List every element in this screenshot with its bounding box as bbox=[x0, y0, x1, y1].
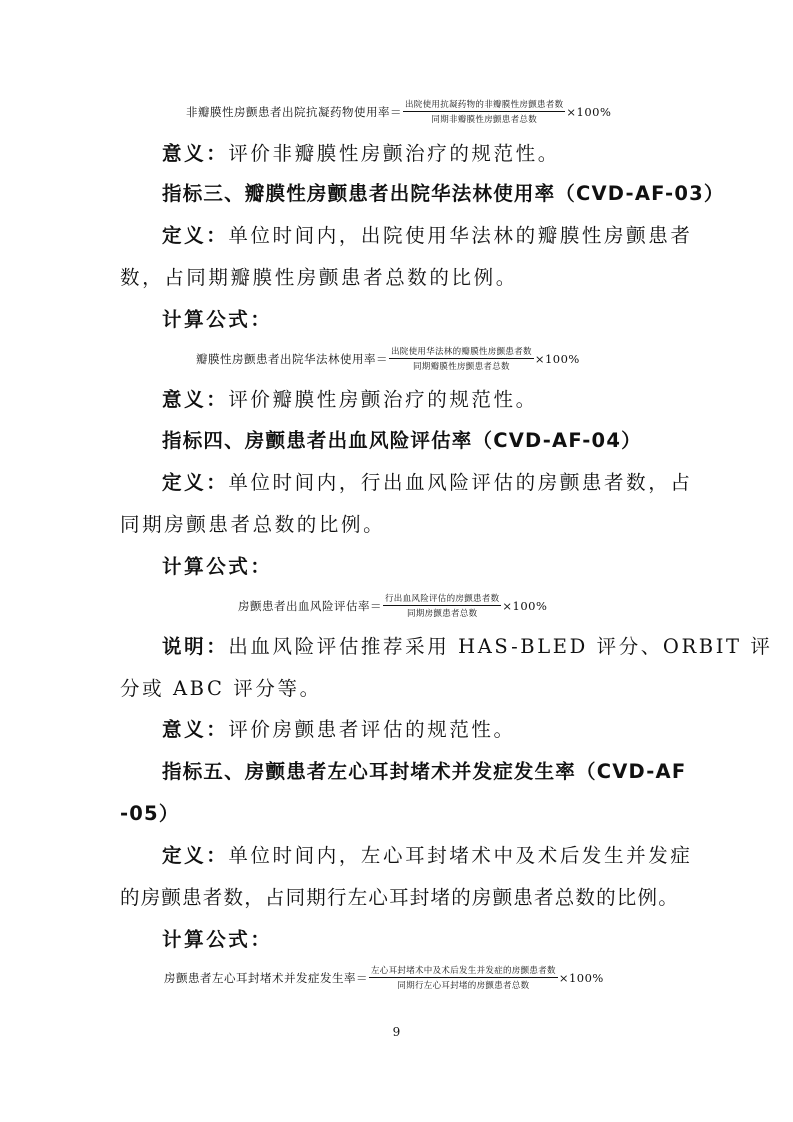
indicator-5-title-line2: -05） bbox=[120, 802, 180, 825]
significance-1 bbox=[162, 138, 560, 166]
formula-numerator: 出院使用华法林的瓣膜性房颤患者数 bbox=[391, 347, 532, 357]
formula-numerator: 出院使用抗凝药物的非瓣膜性房颤患者数 bbox=[405, 100, 564, 110]
formula-numerator: 左心耳封堵术中及术后发生并发症的房颤患者数 bbox=[371, 966, 556, 976]
indicator-5-formula-label: 计算公式： bbox=[162, 928, 273, 951]
significance-label: 意义： bbox=[162, 142, 229, 165]
definition-text: 单位时间内，行出血风险评估的房颤患者数，占 bbox=[228, 471, 693, 494]
indicator-4-formula-label: 计算公式： bbox=[162, 555, 273, 578]
definition-text: 单位时间内，左心耳封堵术中及术后发生并发症 bbox=[228, 844, 693, 867]
indicator-3-definition-line2: 数，占同期瓣膜性房颤患者总数的比例。 bbox=[120, 266, 518, 289]
formula-fraction bbox=[389, 345, 534, 372]
definition-label: 定义： bbox=[162, 471, 229, 494]
significance-text: 评价瓣膜性房颤治疗的规范性。 bbox=[228, 388, 538, 411]
formula-denominator: 同期非瓣膜性房颤患者总数 bbox=[431, 115, 537, 125]
formula-label: 房颤患者左心耳封堵术并发症发生率＝ bbox=[164, 970, 368, 985]
formula-denominator: 同期瓣膜性房颤患者总数 bbox=[413, 362, 510, 372]
formula-bleeding-risk-rate bbox=[238, 592, 547, 619]
indicator-4-significance bbox=[162, 714, 516, 742]
formula-denominator: 同期行左心耳封堵的房颤患者总数 bbox=[397, 981, 530, 991]
formula-multiplier: ×100% bbox=[502, 598, 548, 613]
indicator-5-title-line1: 指标五、房颤患者左心耳封堵术并发症发生率（CVD-AF bbox=[162, 760, 687, 783]
definition-text: 单位时间内，出院使用华法林的瓣膜性房颤患者 bbox=[228, 224, 693, 247]
indicator-3-significance bbox=[162, 384, 538, 412]
formula-fraction bbox=[369, 964, 558, 991]
indicator-3-formula-label: 计算公式： bbox=[162, 308, 273, 331]
note-text: 出血风险评估推荐采用 HAS-BLED 评分、ORBIT 评 bbox=[228, 635, 773, 658]
significance-label: 意义： bbox=[162, 718, 229, 741]
formula-label: 非瓣膜性房颤患者出院抗凝药物使用率＝ bbox=[186, 104, 402, 119]
indicator-4-definition-line2: 同期房颤患者总数的比例。 bbox=[120, 513, 386, 536]
formula-numerator: 行出血风险评估的房颤患者数 bbox=[385, 594, 500, 604]
indicator-4-note-line1 bbox=[162, 631, 773, 659]
significance-text: 评价非瓣膜性房颤治疗的规范性。 bbox=[228, 142, 560, 165]
formula-anticoagulant-rate bbox=[186, 98, 611, 125]
indicator-3-title: 指标三、瓣膜性房颤患者出院华法林使用率（CVD-AF-03） bbox=[162, 182, 725, 205]
definition-label: 定义： bbox=[162, 844, 229, 867]
formula-fraction bbox=[403, 98, 565, 125]
indicator-5-definition-line2: 的房颤患者数，占同期行左心耳封堵的房颤患者总数的比例。 bbox=[120, 886, 679, 909]
formula-denominator: 同期房颤患者总数 bbox=[407, 609, 478, 619]
formula-fraction bbox=[383, 592, 501, 619]
note-label: 说明： bbox=[162, 635, 229, 658]
formula-label: 瓣膜性房颤患者出院华法林使用率＝ bbox=[196, 351, 388, 366]
formula-multiplier: ×100% bbox=[566, 104, 612, 119]
formula-multiplier: ×100% bbox=[534, 351, 580, 366]
significance-label: 意义： bbox=[162, 388, 229, 411]
significance-text: 评价房颤患者评估的规范性。 bbox=[228, 718, 516, 741]
indicator-4-definition-line1 bbox=[162, 467, 692, 495]
definition-label: 定义： bbox=[162, 224, 229, 247]
formula-multiplier: ×100% bbox=[558, 970, 604, 985]
indicator-3-definition-line1 bbox=[162, 220, 692, 248]
indicator-4-title: 指标四、房颤患者出血风险评估率（CVD-AF-04） bbox=[162, 429, 642, 452]
indicator-5-definition-line1 bbox=[162, 840, 692, 868]
indicator-4-note-line2: 分或 ABC 评分等。 bbox=[120, 677, 322, 700]
formula-label: 房颤患者出血风险评估率＝ bbox=[238, 598, 382, 613]
page-number: 9 bbox=[392, 1025, 401, 1039]
formula-warfarin-rate bbox=[196, 345, 580, 372]
formula-laa-complication-rate bbox=[164, 964, 604, 991]
